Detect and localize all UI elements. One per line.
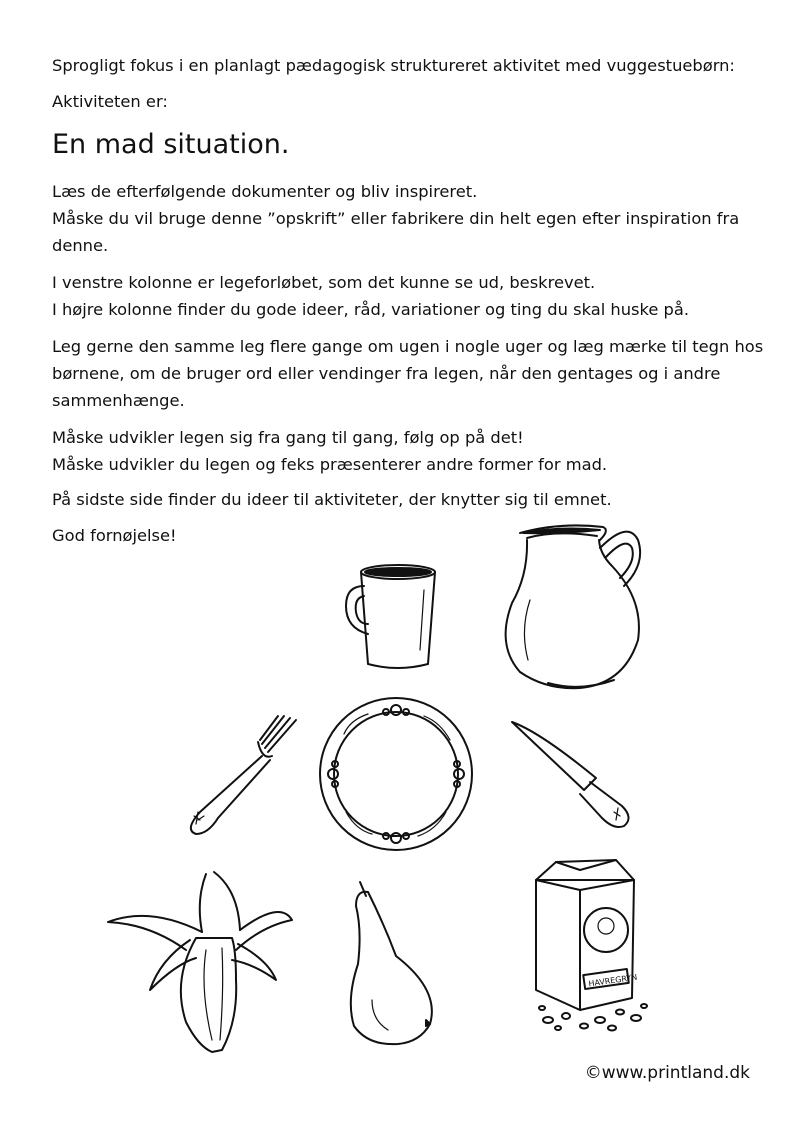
copyright-notice: ©www.printland.dk bbox=[584, 1063, 750, 1083]
activity-label: Aktiviteten er: bbox=[52, 92, 168, 111]
paragraph-3-line-3: sammenhænge. bbox=[52, 391, 185, 410]
paragraph-1-line-3: denne. bbox=[52, 236, 109, 255]
oat-box-label: HAVREGRYN bbox=[587, 972, 638, 989]
cup-icon bbox=[346, 565, 435, 668]
banana-icon bbox=[108, 872, 292, 1052]
closing-line: God fornøjelse! bbox=[52, 526, 177, 545]
fork-icon bbox=[191, 716, 296, 834]
paragraph-4-line-2: Måske udvikler du legen og feks præsenterer andre former for mad. bbox=[52, 455, 608, 474]
plate-icon bbox=[320, 698, 472, 850]
paragraph-5: På sidste side finder du ideer til aktiviteter, der knytter sig til emnet. bbox=[52, 490, 612, 509]
paragraph-2-line-1: I venstre kolonne er legeforløbet, som det kunne se ud, beskrevet. bbox=[52, 273, 596, 292]
pear-icon bbox=[351, 882, 432, 1044]
paragraph-4-line-1: Måske udvikler legen sig fra gang til gang, følg op på det! bbox=[52, 428, 524, 447]
page-title: En mad situation. bbox=[52, 129, 290, 160]
paragraph-3-line-2: børnene, om de bruger ord eller vendinger fra legen, når den gentages og i andre bbox=[52, 364, 721, 383]
jug-icon bbox=[506, 525, 641, 688]
paragraph-2-line-2: I højre kolonne finder du gode ideer, råd, variationer og ting du skal huske på. bbox=[52, 300, 690, 319]
knife-icon bbox=[512, 722, 629, 827]
paragraph-1-line-1: Læs de efterfølgende dokumenter og bliv inspireret. bbox=[52, 182, 478, 201]
paragraph-3-line-1: Leg gerne den samme leg flere gange om ugen i nogle uger og læg mærke til tegn hos bbox=[52, 337, 764, 356]
oat-box-icon bbox=[536, 860, 647, 1031]
paragraph-1-line-2: Måske du vil bruge denne ”opskrift” eller fabrikere din helt egen efter inspiration fra bbox=[52, 209, 740, 228]
intro-line: Sprogligt fokus i en planlagt pædagogisk struktureret aktivitet med vuggestuebørn: bbox=[52, 56, 735, 75]
